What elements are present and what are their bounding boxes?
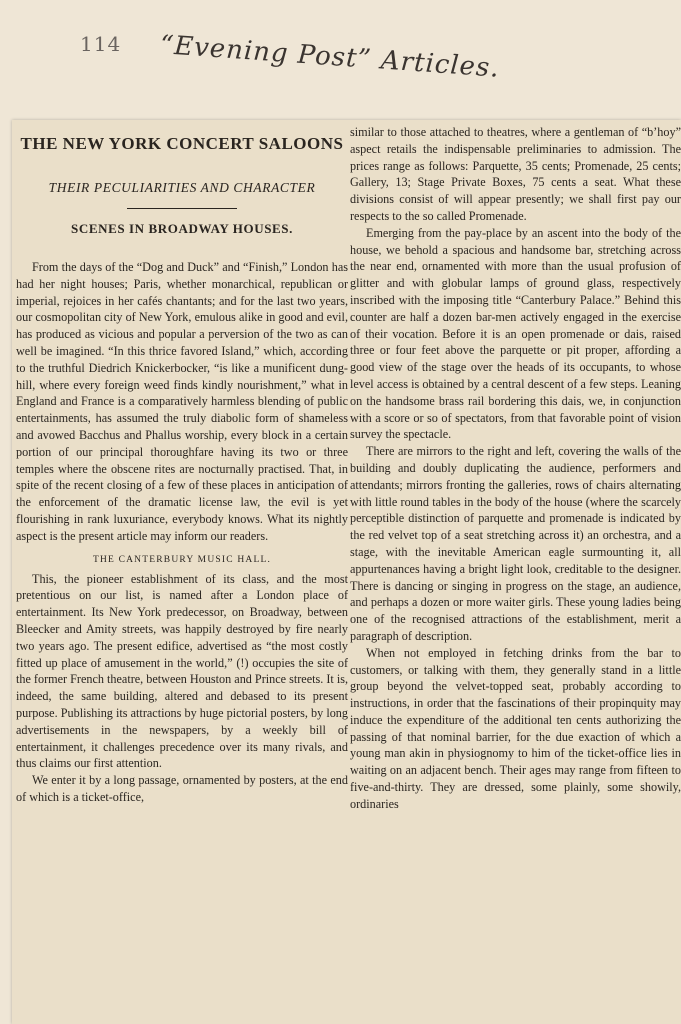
right-column [350,120,681,813]
paragraph: From the days of the “Dog and Duck” and “Finish,” London has had her night houses; Paris, whether monarchical, republican or imperial, rejoices in her cafés chantants; and for the last two years, our cosmopolitan city of New York, emulous alike in good and evil, has produced as vicious and popular a perversion of the two as can well be imagined. “In this thrice favored Island,” which, according to the truthful Diedrich Knickerbocker, “is like a munificent dung-hill, where every foreign weed finds kindly nourishment,” what in England and France is a comparatively harmless blending of public entertainments, has assumed the truly diabolic form of shameless and avowed Bacchus and Phallus worship, every block in a certain portion of our principal thoroughfare having its two or three temples where the obscene rites are nocturnally practised. That, in spite of the recent closing of a few of these places in anticipation of the enforcement of the dramatic license law, the evil is yet flourishing in rank luxuriance, everybody knows. What its nightly aspect is the present article may inform our readers. [16,260,348,543]
paragraph: We enter it by a long passage, ornamented by posters, at the end of which is a ticket-office, [16,773,348,804]
page-number: 114 [80,32,122,56]
subheadline-secondary: SCENES IN BROADWAY HOUSES. [71,221,293,236]
handwritten-annotation [70,18,590,84]
paragraph: Emerging from the pay-place by an ascent into the body of the house, we behold a spacious and handsome bar, stretching across the near end, ornamented with more than the usual profusion of glitter and with globular lamps of ground glass, respectively inscribed with the imposing title “Canterbury Palace.” Behind this counter are half a dozen bar-men actively engaged in the exercise of their vocation. Before it is an open promenade or dais, raised three or four feet above the parquette or pit proper, affording a good view of the stage over the heads of its occupants, to whose level access is obtained by a central descent of a few steps. Leaning on the handsome brass rail bordering this dais, we, in conjunction with a score or so of spectators, from that favorable point of vision survey the spectacle. [350,225,681,442]
left-column [16,120,348,806]
newspaper-clipping [12,120,681,1024]
divider-rule [127,208,237,209]
headline: THE NEW YORK CONCERT SALOONS [20,134,344,153]
paragraph: There are mirrors to the right and left, covering the walls of the building and doubly duplicating the audience, performers and attendants; mirrors fronting the galleries, rows of chairs alternating with little round tables in the body of the house (where the scarcely perceptible distinction of parquette and promenade is indicated by the red velvet top of a seat stretching across it) an orchestra, and a stage, with the inevitable American eagle surmounting it, all appurtenances having a bright light look, creditable to the designer. There is dancing or singing in progress on the stage, an audience, and perhaps a dozen or more waiter girls. These young ladies being one of the recognised attractions of the establishment, merit a paragraph of description. [350,444,681,643]
handwritten-title: “Evening Post” Articles. [158,30,501,84]
paragraph: This, the pioneer establishment of its class, and the most pretentious on our list, is named after a London place of entertainment. Its New York predecessor, on Broadway, between Bleecker and Amity streets, was happily destroyed by fire nearly two years ago. The present edifice, advertised as “the most costly fitted up place of amusement in the world,” (!) occupies the site of the former French theatre, between Houston and Prince streets. It is, indeed, the same building, altered and debased to its present purpose. Publishing its attractions by huge pictorial posters, by long advertisements in the newspapers, by a weekly bill of entertainment, it challenges precedence over its many rivals, and thus claims our first attention. [16,571,348,771]
paragraph: When not employed in fetching drinks from the bar to customers, or talking with them, they generally stand in a little group beyond the velvet-topped seat, probably according to instructions, in order that the fascinations of their propinquity may induce the expenditure of the additional ten cents authorizing the passing of that nominal barrier, for the due exaction of which a young man akin in physiognomy to him of the ticket-office lies in waiting on an adjacent bench. Their ages may range from fifteen to five-and-thirty. They are dressed, some plainly, some showily, ordinaries [350,645,681,811]
subheadline: THEIR PECULIARITIES AND CHARACTER [48,180,316,195]
section-title: THE CANTERBURY MUSIC HALL. [92,554,272,565]
paragraph: similar to those attached to theatres, where a gentleman of “b’hoy” aspect retails the indispensable preliminaries to admission. The prices range as follows: Parquette, 35 cents; Promenade, 25 cents; Gallery, 13; Stage Private Boxes, 75 cents a seat. What these divisions consist of will appear presently; we shall first pay our respects to the so called Promenade. [350,125,681,223]
